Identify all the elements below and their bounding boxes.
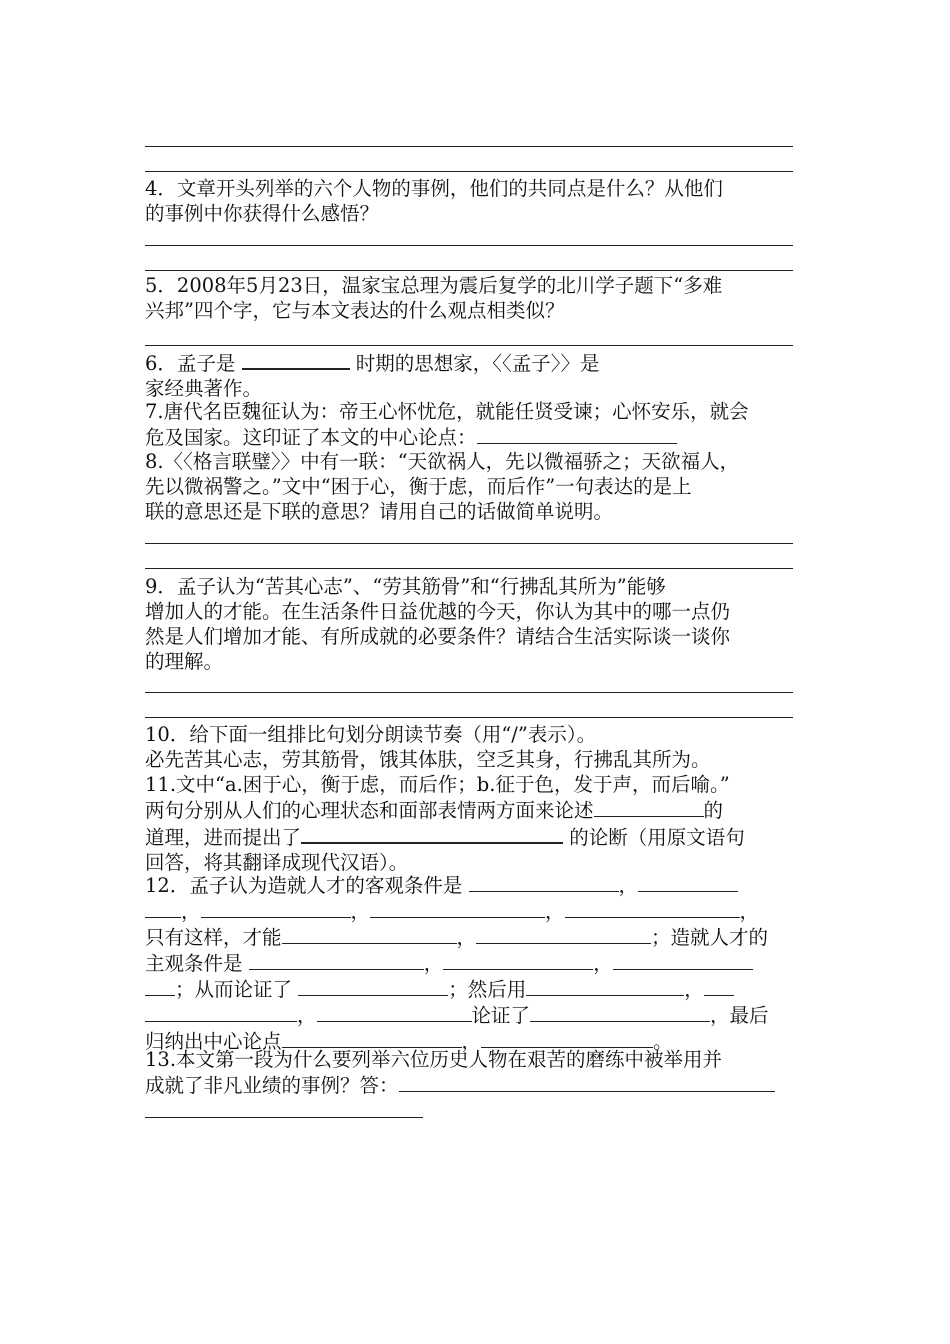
fill-blank[interactable]	[526, 976, 684, 996]
fill-blank[interactable]	[469, 872, 619, 892]
fill-blank[interactable]	[477, 424, 677, 444]
fill-blank[interactable]	[370, 898, 545, 918]
answer-line[interactable]	[145, 171, 793, 172]
fill-blank[interactable]	[530, 1002, 710, 1022]
fill-blank[interactable]	[301, 823, 563, 844]
answer-line[interactable]	[145, 146, 793, 147]
question-7: 7.唐代名臣魏征认为：帝王心怀忧危，就能任贤受谏；心怀安乐，就会 危及国家。这印证了本文的中心论点：	[145, 400, 749, 449]
fill-blank[interactable]	[704, 976, 734, 996]
answer-line[interactable]	[145, 543, 793, 544]
fill-blank[interactable]	[638, 872, 738, 892]
answer-line[interactable]	[145, 1117, 423, 1118]
fill-blank[interactable]	[443, 950, 593, 970]
fill-blank[interactable]	[282, 924, 457, 944]
question-11: 11.文中“a.困于心，衡于虑，而后作；b.征于色，发于声，而后喻。” 两句分别从人们的心理状态和面部表情两方面来论述 的 道理，进而提出了 的论断（用原文语句 回答，将其翻译成现代汉语）。	[145, 773, 745, 874]
answer-line[interactable]	[145, 245, 793, 246]
answer-line[interactable]	[145, 568, 793, 569]
question-10: 10．给下面一组排比句划分朗读节奏（用“/”表示）。 必先苦其心志，劳其筋骨，饿其体肤，空乏其身，行拂乱其所为。	[145, 723, 711, 771]
question-13: 13.本文第一段为什么要列举六位历史人物在艰苦的磨练中被举用并 成就了非凡业绩的事例？答：	[145, 1047, 810, 1098]
fill-blank[interactable]	[249, 950, 424, 970]
answer-line[interactable]	[145, 345, 793, 346]
answer-line[interactable]	[145, 270, 793, 271]
fill-blank[interactable]	[145, 976, 175, 996]
question-9: 9．孟子认为“苦其心志”、“劳其筋骨”和“行拂乱其所为”能够 增加人的才能。在生活条件日益优越的今天，你认为其中的哪一点仍 然是人们增加才能、有所成就的必要条件？请结合生活实际谈一谈你 的理解。	[145, 575, 731, 673]
fill-blank[interactable]	[317, 1002, 472, 1022]
fill-blank[interactable]	[613, 950, 753, 970]
question-8: 8.〈〈格言联璧〉〉中有一联：“天欲祸人，先以微福骄之；天欲福人， 先以微祸警之。”文中“困于心，衡于虑，而后作”一句表达的是上 联的意思还是下联的意思？请用自己的话做简单说明。	[145, 450, 740, 523]
answer-line[interactable]	[145, 717, 793, 718]
question-4: 4．文章开头列举的六个人物的事例，他们的共同点是什么？从他们 的事例中你获得什么感悟？	[145, 177, 723, 225]
fill-blank[interactable]	[282, 1028, 462, 1048]
question-6: 6．孟子是 时期的思想家，〈〈孟子〉〉是 家经典著作。	[145, 349, 810, 401]
question-5: 5．2008年5月23日，温家宝总理为震后复学的北川学子题下“多难 兴邦”四个字，它与本文表达的什么观点相类似？	[145, 274, 723, 322]
fill-blank[interactable]	[594, 797, 704, 817]
fill-blank[interactable]	[145, 898, 181, 918]
fill-blank[interactable]	[298, 976, 448, 996]
answer-line[interactable]	[145, 692, 793, 693]
fill-blank[interactable]	[399, 1072, 775, 1092]
fill-blank[interactable]	[201, 898, 351, 918]
fill-blank[interactable]	[565, 898, 740, 918]
fill-blank[interactable]	[242, 349, 350, 370]
fill-blank[interactable]	[476, 924, 651, 944]
fill-blank[interactable]	[145, 1002, 297, 1022]
question-12: 12．孟子认为造就人才的客观条件是 ， ， ， ， ， 只有这样，才能 ， ；造就人才的 主观条件是 ， ， ；从而论证了 ；然后用 ， ， 论证了 ，最后 归纳出中心论点 ， 。	[145, 874, 769, 1053]
fill-blank[interactable]	[481, 1028, 653, 1048]
